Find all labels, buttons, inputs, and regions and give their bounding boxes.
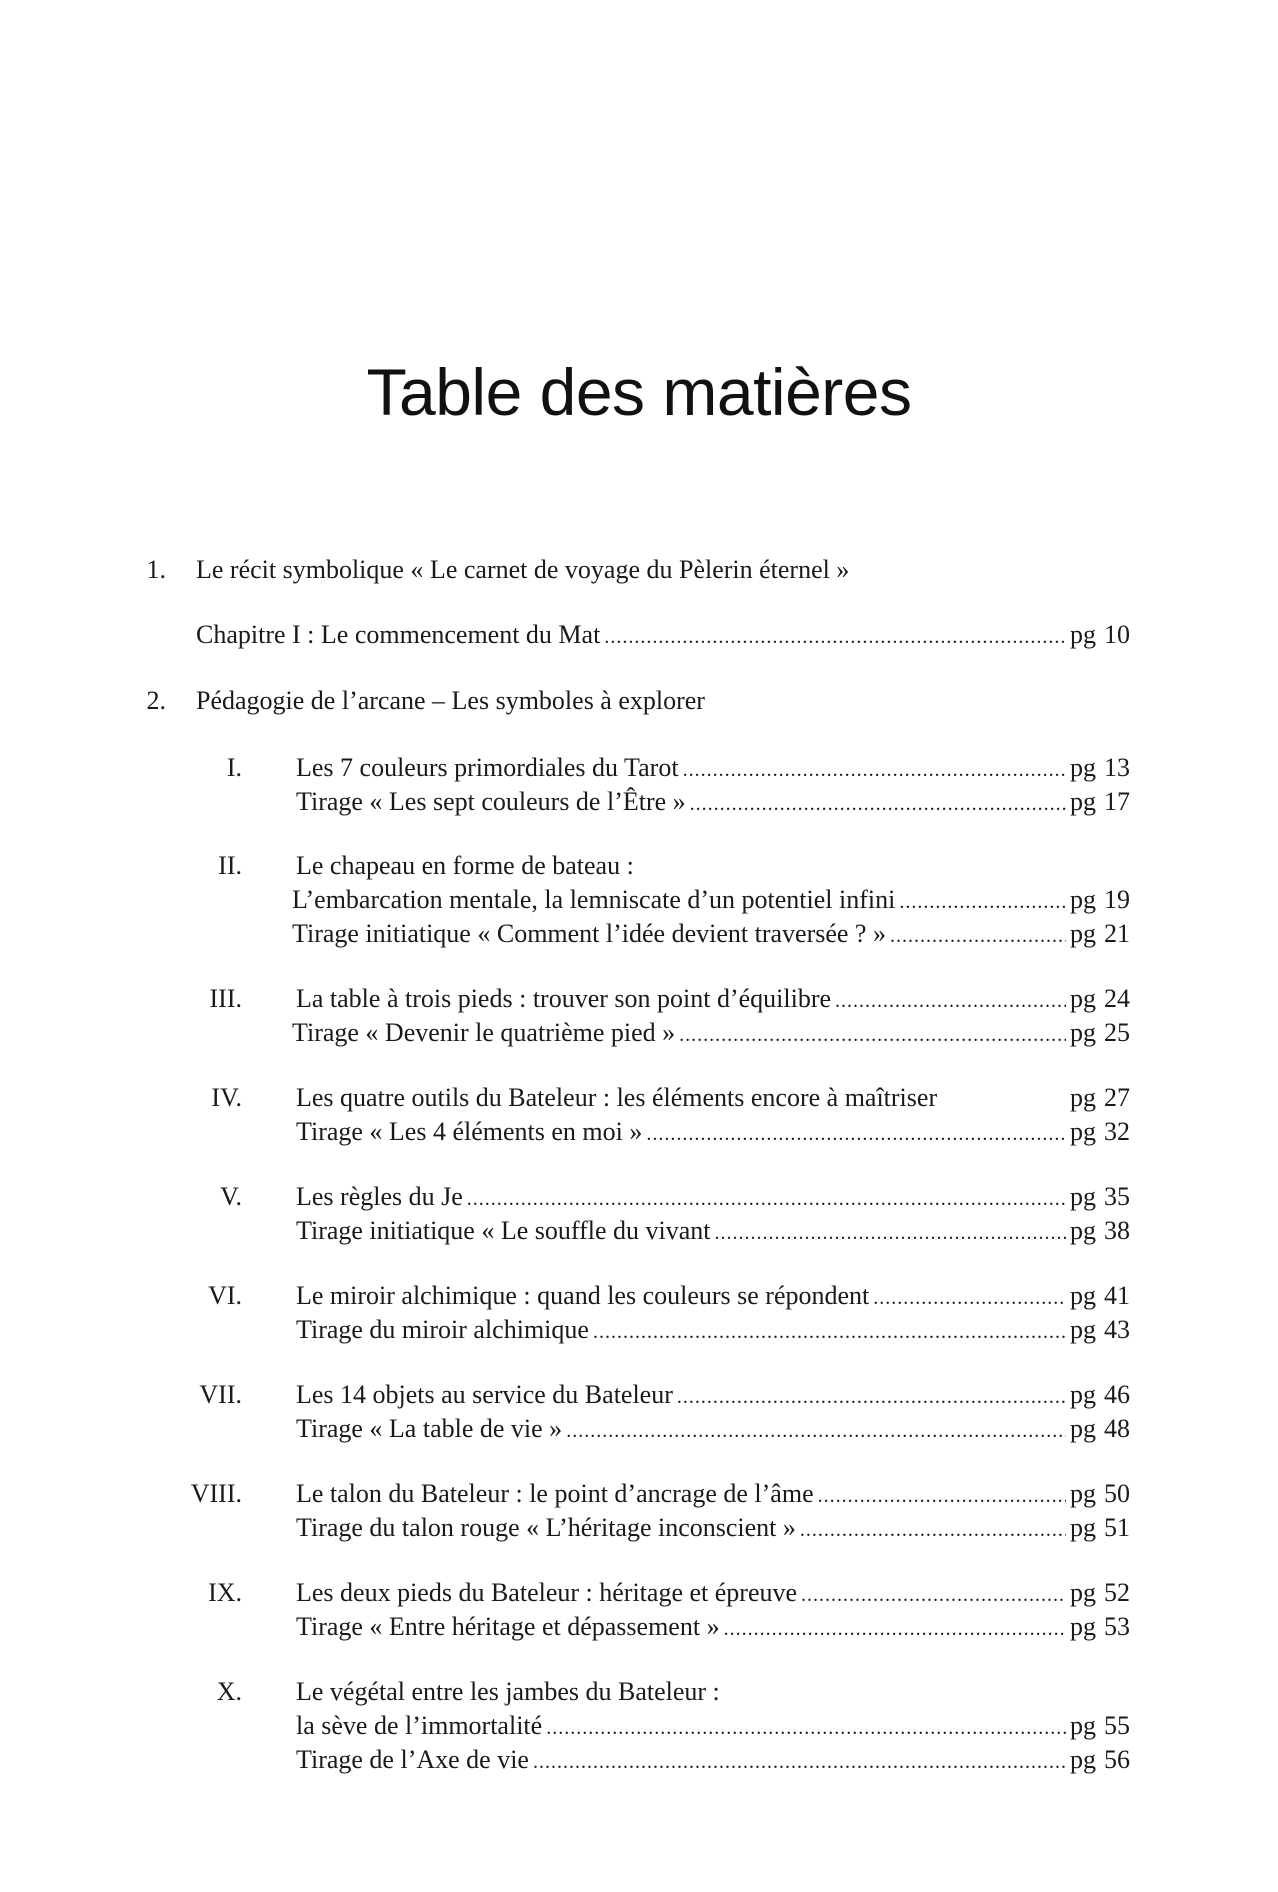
roman-numeral: V. xyxy=(220,1182,242,1211)
entry-label: Chapitre I : Le commencement du Mat xyxy=(196,620,601,649)
pg-abbrev: pg xyxy=(1070,1578,1096,1607)
page-number: 56 xyxy=(1104,1745,1130,1774)
page-number: 35 xyxy=(1104,1182,1130,1211)
pg-abbrev: pg xyxy=(1070,1182,1096,1211)
entry-label: Tirage « Devenir le quatrième pied » xyxy=(292,1018,676,1047)
dot-leader xyxy=(546,1711,1066,1745)
section-row[interactable] xyxy=(150,1081,1130,1115)
pg-abbrev: pg xyxy=(1070,620,1096,649)
page-number: 55 xyxy=(1104,1711,1130,1740)
section-row xyxy=(150,1675,1130,1709)
page-number: 27 xyxy=(1104,1083,1130,1112)
roman-numeral: IV. xyxy=(211,1083,242,1112)
toc-entry[interactable] xyxy=(296,1115,1130,1149)
pg-abbrev: pg xyxy=(1070,1117,1096,1146)
page-number: 19 xyxy=(1104,885,1130,914)
roman-numeral: III. xyxy=(209,984,242,1013)
part-heading: Le récit symbolique « Le carnet de voyage du Pèlerin éternel » xyxy=(196,555,850,584)
toc-entry[interactable] xyxy=(292,883,1130,917)
pg-abbrev: pg xyxy=(1070,1380,1096,1409)
pg-abbrev: pg xyxy=(1070,919,1096,948)
entry-label: la sève de l’immortalité xyxy=(296,1711,543,1740)
dot-leader xyxy=(899,885,1066,919)
page-number: 25 xyxy=(1104,1018,1130,1047)
dot-leader xyxy=(890,919,1066,953)
page-number: 17 xyxy=(1104,787,1130,816)
entry-label: Le végétal entre les jambes du Bateleur : xyxy=(296,1677,720,1706)
dot-leader xyxy=(835,984,1066,1018)
pg-abbrev: pg xyxy=(1070,1083,1096,1112)
entry-label: Tirage initiatique « Le souffle du vivant xyxy=(296,1216,711,1245)
pg-abbrev: pg xyxy=(1070,787,1096,816)
toc-entry[interactable] xyxy=(296,1412,1130,1446)
dot-leader xyxy=(593,1315,1066,1349)
part1-heading-row xyxy=(140,553,1040,587)
roman-numeral: VI. xyxy=(208,1281,242,1310)
page-number: 41 xyxy=(1104,1281,1130,1310)
dot-leader xyxy=(604,620,1066,654)
roman-numeral: X. xyxy=(216,1677,242,1706)
section-row[interactable] xyxy=(150,982,1130,1016)
page-title: Table des matières xyxy=(366,355,912,429)
roman-numeral: II. xyxy=(218,851,242,880)
pg-abbrev: pg xyxy=(1070,984,1096,1013)
page-number: 50 xyxy=(1104,1479,1130,1508)
toc-entry[interactable] xyxy=(196,618,1130,652)
entry-label: Tirage du talon rouge « L’héritage inconscient » xyxy=(296,1513,796,1542)
section-row[interactable] xyxy=(150,1378,1130,1412)
toc-entry[interactable] xyxy=(292,917,1130,951)
dot-leader xyxy=(679,1018,1066,1052)
section-row[interactable] xyxy=(150,751,1130,785)
page-number: 24 xyxy=(1104,984,1130,1013)
dot-leader xyxy=(873,1281,1066,1315)
pg-abbrev: pg xyxy=(1070,1281,1096,1310)
dot-leader xyxy=(467,1182,1066,1216)
page-number: 46 xyxy=(1104,1380,1130,1409)
entry-label: Le talon du Bateleur : le point d’ancrage de l’âme xyxy=(296,1479,814,1508)
toc-entry[interactable] xyxy=(296,785,1130,819)
page-number: 52 xyxy=(1104,1578,1130,1607)
pg-abbrev: pg xyxy=(1070,1479,1096,1508)
entry-label: La table à trois pieds : trouver son point d’équilibre xyxy=(296,984,832,1013)
dot-leader xyxy=(800,1513,1066,1547)
pg-abbrev: pg xyxy=(1070,885,1096,914)
pg-abbrev: pg xyxy=(1070,753,1096,782)
entry-label: Les règles du Je xyxy=(296,1182,463,1211)
dot-leader xyxy=(801,1578,1066,1612)
dot-leader xyxy=(533,1745,1066,1779)
entry-label: Tirage « Les sept couleurs de l’Être » xyxy=(296,787,686,816)
roman-numeral: IX. xyxy=(208,1578,242,1607)
page-number: 48 xyxy=(1104,1414,1130,1443)
pg-abbrev: pg xyxy=(1070,1216,1096,1245)
dot-leader xyxy=(690,787,1066,821)
toc-entry[interactable] xyxy=(296,1511,1130,1545)
toc-entry[interactable] xyxy=(296,1313,1130,1347)
pg-abbrev: pg xyxy=(1070,1711,1096,1740)
toc-entry[interactable] xyxy=(296,1610,1130,1644)
entry-label: Tirage « Entre héritage et dépassement » xyxy=(296,1612,720,1641)
part-number: 2. xyxy=(146,686,166,715)
entry-label: Tirage du miroir alchimique xyxy=(296,1315,589,1344)
page-number: 51 xyxy=(1104,1513,1130,1542)
section-row[interactable] xyxy=(150,1477,1130,1511)
dot-leader xyxy=(818,1479,1066,1513)
entry-label: Le chapeau en forme de bateau : xyxy=(296,851,634,880)
entry-label: Tirage « La table de vie » xyxy=(296,1414,563,1443)
entry-label: Les deux pieds du Bateleur : héritage et épreuve xyxy=(296,1578,798,1607)
entry-label: Tirage de l’Axe de vie xyxy=(296,1745,529,1774)
entry-label: Tirage initiatique « Comment l’idée devient traversée ? » xyxy=(292,919,886,948)
pg-abbrev: pg xyxy=(1070,1414,1096,1443)
entry-label: Le miroir alchimique : quand les couleurs se répondent xyxy=(296,1281,870,1310)
page-number: 53 xyxy=(1104,1612,1130,1641)
toc-entry[interactable] xyxy=(292,1016,1130,1050)
entry-label: L’embarcation mentale, la lemniscate d’un potentiel infini xyxy=(292,885,896,914)
pg-abbrev: pg xyxy=(1070,1612,1096,1641)
pg-abbrev: pg xyxy=(1070,1018,1096,1047)
entry-label: Les 14 objets au service du Bateleur xyxy=(296,1380,673,1409)
entry-label: Les 7 couleurs primordiales du Tarot xyxy=(296,753,679,782)
roman-numeral: I. xyxy=(226,753,242,782)
entry-label: Les quatre outils du Bateleur : les éléments encore à maîtriser xyxy=(296,1083,938,1112)
part-heading: Pédagogie de l’arcane – Les symboles à explorer xyxy=(196,686,705,715)
page-number: 38 xyxy=(1104,1216,1130,1245)
page-number: 43 xyxy=(1104,1315,1130,1344)
dot-leader xyxy=(715,1216,1067,1250)
page-number: 13 xyxy=(1104,753,1130,782)
section-row[interactable] xyxy=(150,1180,1130,1214)
page-number: 21 xyxy=(1104,919,1130,948)
pg-abbrev: pg xyxy=(1070,1315,1096,1344)
section-row xyxy=(150,849,1130,883)
pg-abbrev: pg xyxy=(1070,1745,1096,1774)
dot-leader xyxy=(683,753,1066,787)
part2-heading-row xyxy=(140,684,1040,718)
entry-label: Tirage « Les 4 éléments en moi » xyxy=(296,1117,643,1146)
roman-numeral: VII. xyxy=(199,1380,242,1409)
dot-leader xyxy=(566,1414,1066,1448)
page-number: 10 xyxy=(1104,620,1130,649)
toc-entry[interactable] xyxy=(296,1709,1130,1743)
part-number: 1. xyxy=(146,555,166,584)
roman-numeral: VIII. xyxy=(190,1479,242,1508)
section-row[interactable] xyxy=(150,1576,1130,1610)
toc-entry[interactable] xyxy=(296,1743,1130,1777)
dot-leader xyxy=(677,1380,1066,1414)
dot-leader xyxy=(646,1117,1066,1151)
toc-entry[interactable] xyxy=(296,1214,1130,1248)
pg-abbrev: pg xyxy=(1070,1513,1096,1542)
section-row[interactable] xyxy=(150,1279,1130,1313)
page-number: 32 xyxy=(1104,1117,1130,1146)
dot-leader xyxy=(724,1612,1066,1646)
